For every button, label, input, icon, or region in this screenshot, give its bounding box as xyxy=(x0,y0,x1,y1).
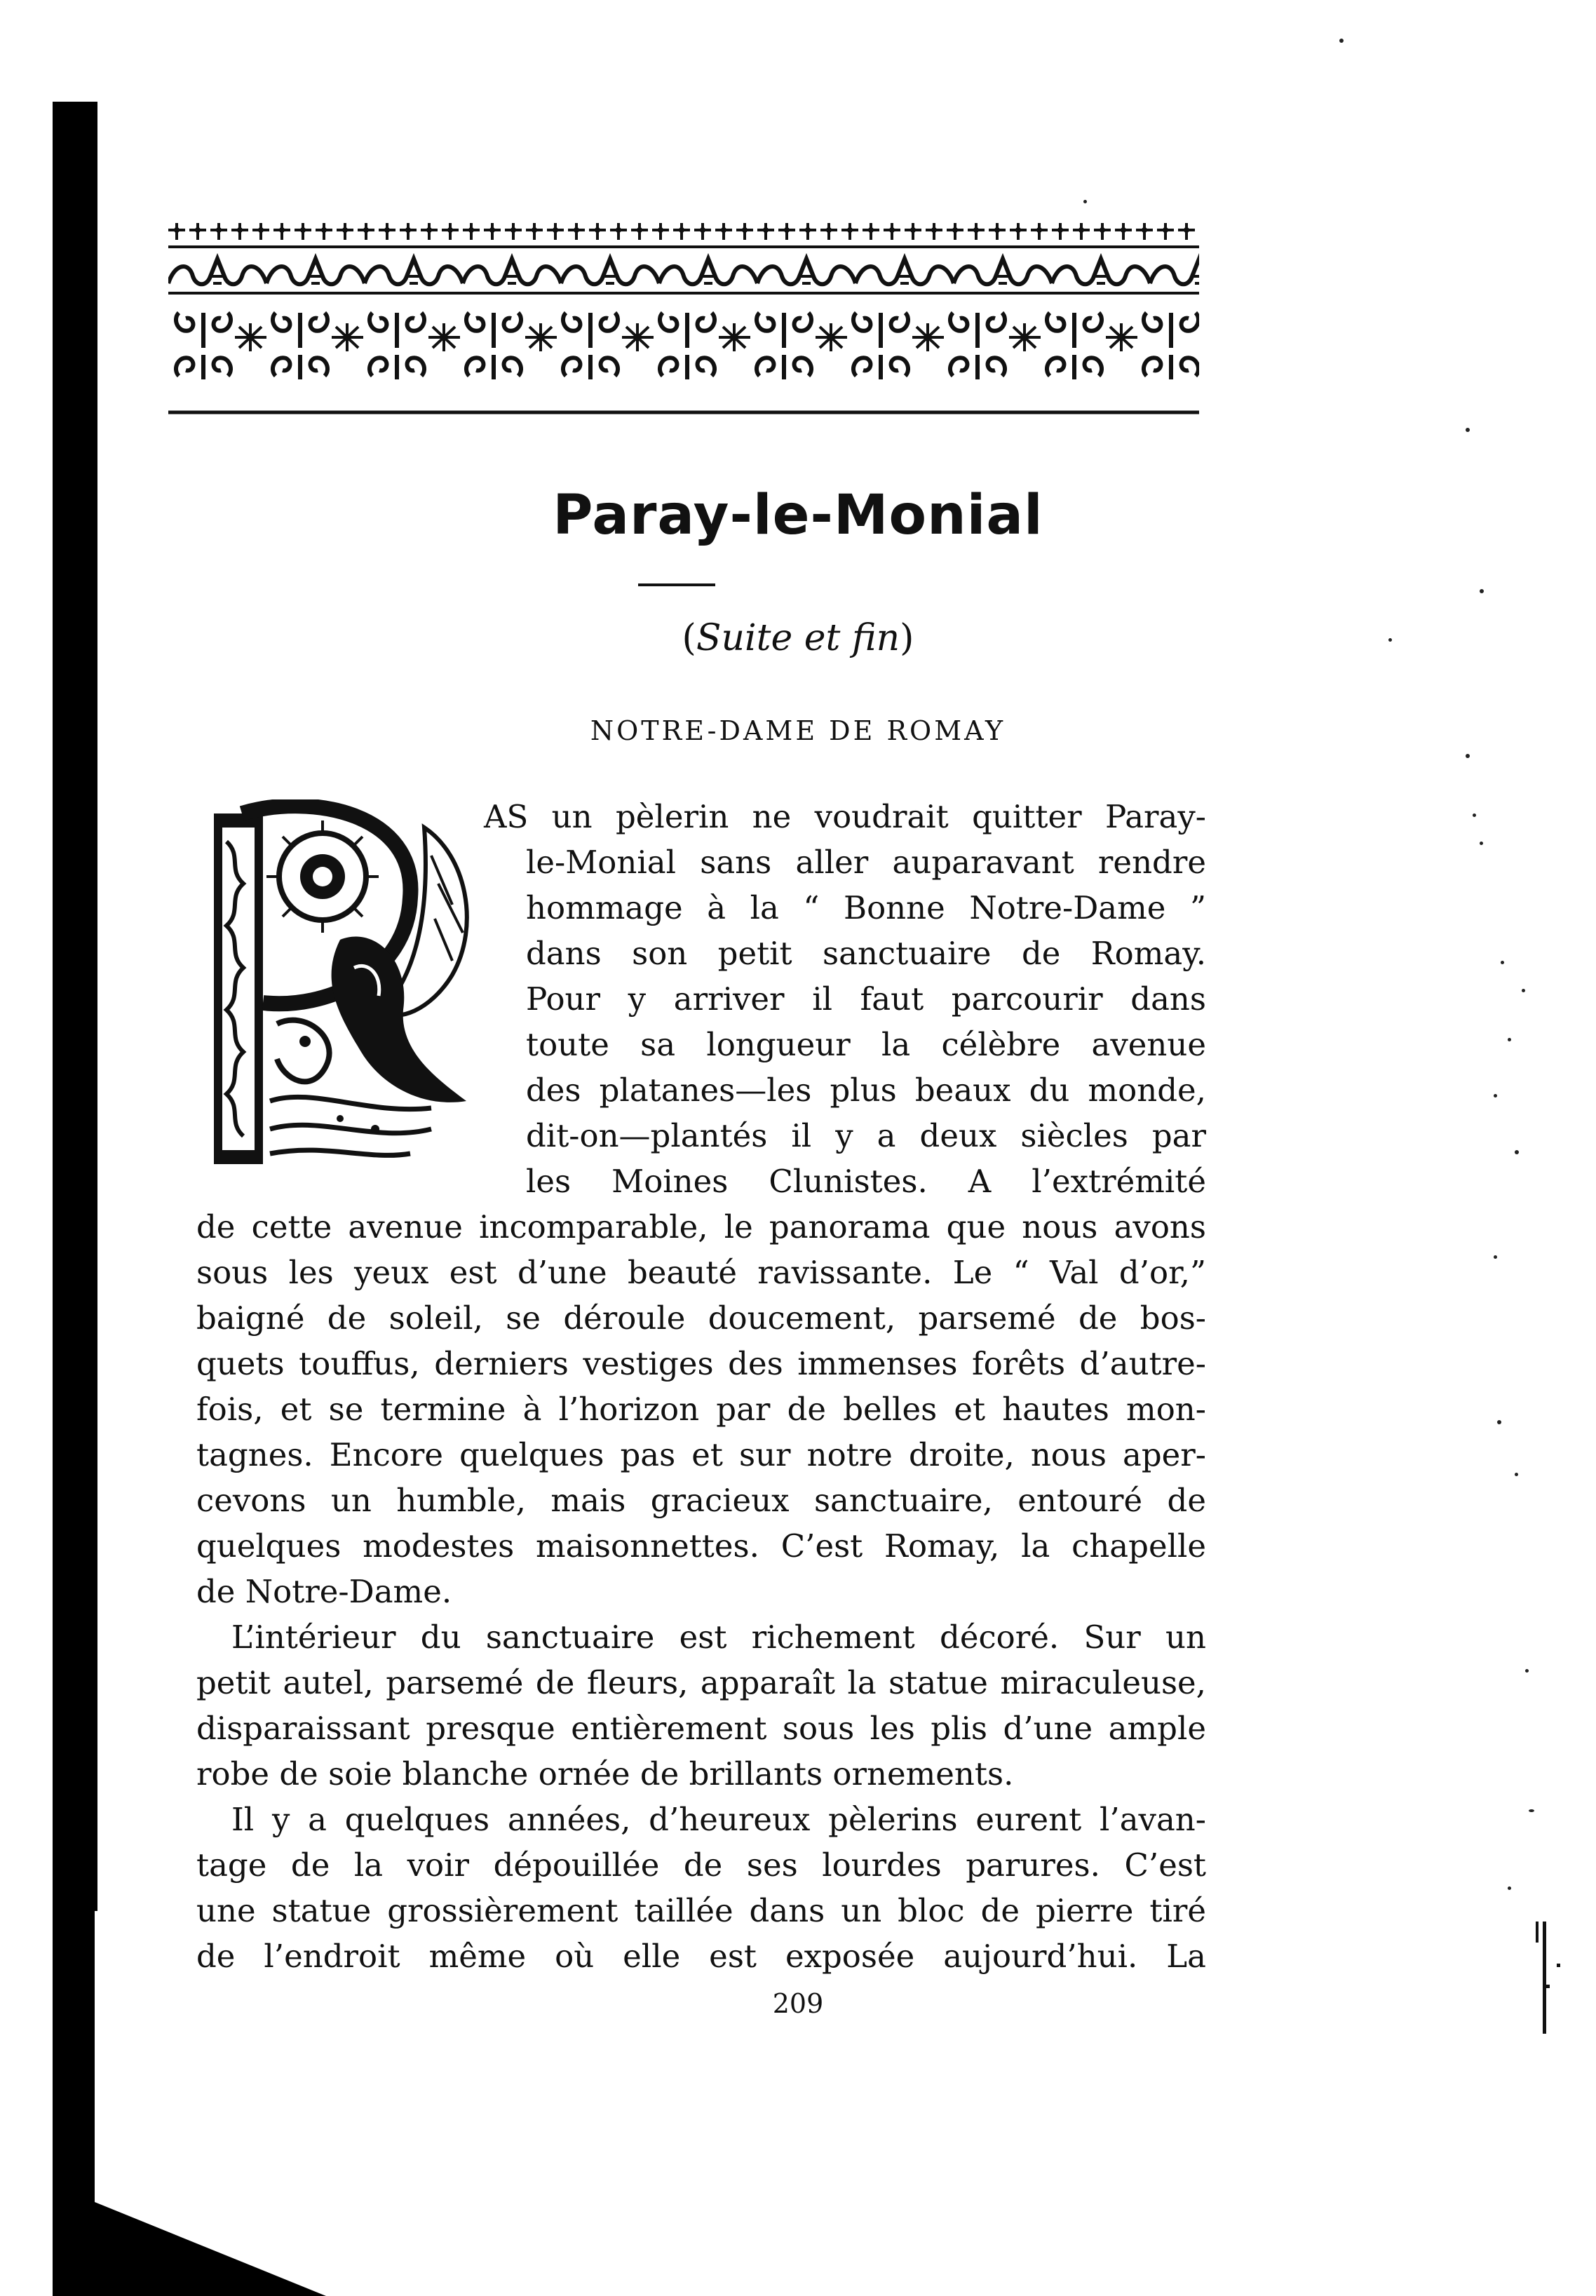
scan-speck xyxy=(1529,1809,1534,1812)
body-line: le-Monial sans aller auparavant rendre xyxy=(526,844,1206,881)
margin-mark xyxy=(1536,1922,1538,1943)
body-line: L’intérieur du sanctuaire est richement décoré. Sur un xyxy=(231,1619,1206,1656)
body-line: dit-on—plantés il y a deux siècles par xyxy=(526,1117,1206,1154)
scan-speck xyxy=(1480,589,1484,593)
section-heading: NOTRE-DAME DE ROMAY xyxy=(590,715,1006,746)
scan-speck xyxy=(1515,1473,1518,1476)
body-line: dans son petit sanctuaire de Romay. xyxy=(526,935,1206,972)
scan-speck xyxy=(1466,428,1470,432)
scan-speck xyxy=(1508,1886,1511,1890)
scan-speck xyxy=(1388,638,1392,642)
body-line: toute sa longueur la célèbre avenue xyxy=(526,1026,1206,1063)
article-subtitle xyxy=(0,617,1596,659)
margin-mark xyxy=(1543,1922,1546,2034)
body-line: les Moines Clunistes. A l’extrémité xyxy=(526,1163,1206,1200)
scan-speck xyxy=(1501,961,1504,964)
body-line: de Notre-Dame. xyxy=(196,1573,452,1610)
scan-speck xyxy=(1522,989,1525,992)
body-line: cevons un humble, mais gracieux sanctuaire, entouré de xyxy=(196,1482,1206,1519)
body-line: robe de soie blanche ornée de brillants ornements. xyxy=(196,1755,1014,1792)
scan-speck xyxy=(1494,1094,1497,1098)
body-line: de cette avenue incomparable, le panorama que nous avons xyxy=(196,1208,1206,1245)
body-line: sous les yeux est d’une beauté ravissante. Le “ Val d’or,” xyxy=(196,1254,1206,1291)
scan-speck xyxy=(1515,1150,1519,1154)
scan-speck xyxy=(1473,813,1476,817)
body-line: petit autel, parsemé de fleurs, apparaît la statue miraculeuse, xyxy=(196,1664,1206,1701)
scan-speck xyxy=(1083,200,1087,203)
subtitle-italic: Suite et fin xyxy=(696,617,900,659)
body-line: disparaissant presque entièrement sous les plis d’une ample xyxy=(196,1710,1206,1747)
body-line: Il y a quelques années, d’heureux pèlerins eurent l’avan- xyxy=(231,1801,1206,1838)
margin-mark xyxy=(1557,1964,1560,1967)
scan-speck xyxy=(1466,754,1470,758)
body-line: de l’endroit même où elle est exposée aujourd’hui. La xyxy=(196,1938,1206,1975)
body-line: une statue grossièrement taillée dans un bloc de pierre tiré xyxy=(196,1892,1206,1929)
scan-speck xyxy=(1494,1255,1497,1259)
body-line: tagnes. Encore quelques pas et sur notre droite, nous aper- xyxy=(196,1436,1206,1473)
body-line: hommage à la “ Bonne Notre-Dame ” xyxy=(526,889,1206,926)
ornamental-frieze xyxy=(168,223,1199,421)
body-line: AS un pèlerin ne voudrait quitter Paray- xyxy=(484,798,1206,835)
body-line: fois, et se termine à l’horizon par de belles et hautes mon- xyxy=(196,1391,1206,1428)
subtitle-paren-close: ) xyxy=(900,617,914,659)
body-line: baigné de soleil, se déroule doucement, parsemé de bos- xyxy=(196,1299,1206,1337)
scan-speck xyxy=(1508,1038,1511,1041)
title-divider xyxy=(638,583,715,586)
scan-speck xyxy=(1480,842,1483,845)
scan-speck xyxy=(1339,39,1344,43)
illuminated-dropcap xyxy=(200,799,487,1178)
body-line: tage de la voir dépouillée de ses lourdes parures. C’est xyxy=(196,1846,1206,1884)
scan-speck xyxy=(1525,1669,1529,1673)
margin-mark xyxy=(1546,1985,1550,1988)
body-line: Pour y arriver il faut parcourir dans xyxy=(526,980,1206,1018)
scan-speck xyxy=(1497,1420,1501,1424)
article-title: Paray-le-Monial xyxy=(553,484,1043,547)
body-line: quelques modestes maisonnettes. C’est Romay, la chapelle xyxy=(196,1527,1206,1565)
page-number: 209 xyxy=(772,1988,824,2019)
body-line: quets touffus, derniers vestiges des immenses forêts d’autre- xyxy=(196,1345,1206,1382)
subtitle-paren-open: ( xyxy=(682,617,696,659)
body-line: des platanes—les plus beaux du monde, xyxy=(526,1072,1206,1109)
